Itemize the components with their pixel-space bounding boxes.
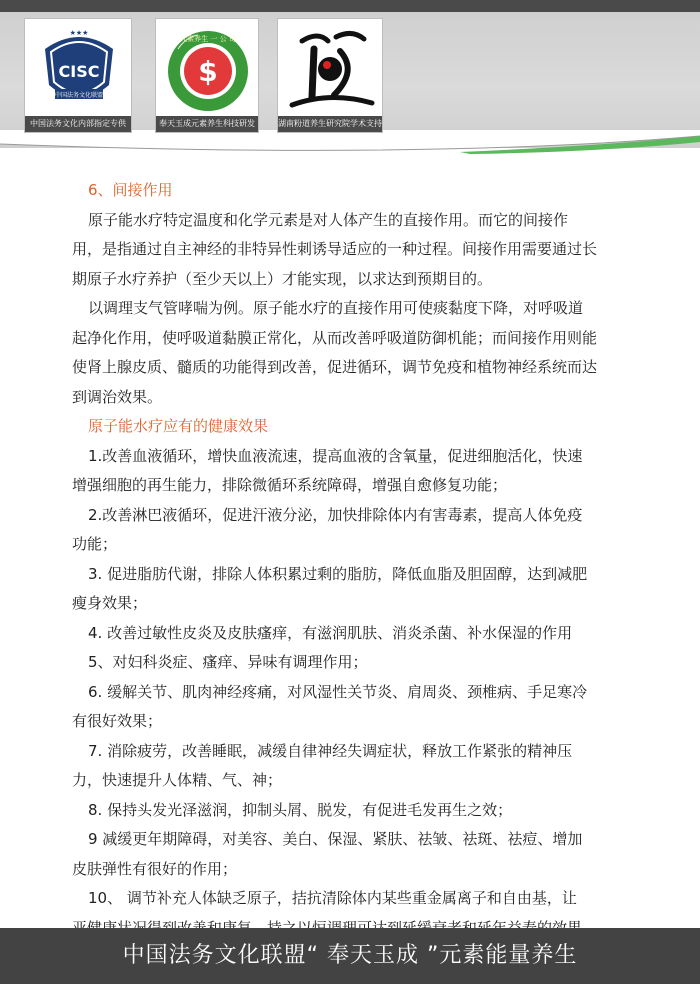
footer-banner: 中国法务文化联盟“ 奉天玉成 ”元素能量养生	[0, 928, 700, 984]
fengtian-logo-caption: 奉天玉成元素养生科技研发	[156, 116, 258, 132]
paragraph-line: 到调治效果。	[72, 387, 163, 406]
cisc-sub-text: 中国法务文化联盟	[54, 92, 104, 99]
list-item-line: 6. 缓解关节、肌肉神经疼痛，对风湿性关节炎、肩周炎、颈椎病、手足寒冷	[88, 682, 588, 701]
cisc-mark-text: CISC	[58, 62, 100, 81]
svg-text:$: $	[198, 55, 218, 88]
header-curve	[0, 130, 700, 160]
list-item	[72, 825, 644, 884]
fengtian-ring-text: 元素养生 一 公 司	[180, 35, 236, 43]
paragraph-line: 原子能水疗特定温度和化学元素是对人体产生的直接作用。而它的间接作	[88, 210, 569, 229]
list-item-line: 5、对妇科炎症、瘙痒、异味有调理作用；	[88, 653, 368, 671]
list-item	[72, 442, 644, 501]
paragraph-line: 期原子水疗养护（至少天以上）才能实现，以求达到预期目的。	[72, 269, 493, 288]
list-item-line: 有很好效果；	[72, 712, 163, 730]
list-item-line: 力，快速提升人体精、气、神；	[72, 771, 283, 789]
paragraph-asthma-example	[72, 294, 644, 412]
list-item-line: 9 减缓更年期障碍，对美容、美白、保湿、紧肤、祛皱、祛斑、祛痘、增加	[88, 830, 583, 848]
daoyi-calligraphy-icon	[278, 19, 384, 118]
list-item-line: 2.改善淋巴液循环，促进汗液分泌，加快排除体内有害毒素，提高人体免疫	[88, 505, 583, 524]
list-item-line: 3. 促进脂肪代谢，排除人体积累过剩的脂肪，降低血脂及胆固醇，达到减肥	[88, 564, 588, 583]
paragraph-indirect-effect	[72, 206, 644, 295]
list-item-line: 4. 改善过敏性皮炎及皮肤瘙痒，有滋润肌肤、消炎杀菌、补水保湿的作用	[88, 623, 573, 642]
list-item	[72, 501, 644, 560]
list-item-line: 7. 消除疲劳，改善睡眠，减缓自律神经失调症状，释放工作紧张的精神压	[88, 741, 573, 760]
list-item-line: 瘦身效果；	[72, 594, 148, 612]
heading-health-effects: 原子能水疗应有的健康效果	[88, 417, 269, 435]
cisc-shield-icon	[25, 19, 133, 118]
paragraph-line: 以调理支气管哮喘为例。原子能水疗的直接作用可使痰黏度下降，对呼吸道	[88, 299, 584, 317]
list-item-line: 1.改善血液循环，增快血液流速，提高血液的含氧量，促进细胞活化，快速	[88, 446, 583, 465]
list-item-line: 功能；	[72, 535, 118, 553]
list-item-line: 增强细胞的再生能力，排除微循环系统障碍，增强自愈修复功能；	[72, 476, 508, 494]
heading-indirect-effect: 6、间接作用	[88, 181, 173, 199]
list-item	[72, 678, 644, 737]
daoyi-logo-card	[277, 18, 383, 133]
health-effects-list	[72, 442, 644, 944]
list-item	[72, 737, 644, 796]
list-item	[72, 648, 644, 678]
list-item-line: 10、 调节补充人体缺乏原子，拮抗清除体内某些重金属离子和自由基，让	[88, 889, 577, 907]
fengtian-logo-card	[155, 18, 259, 133]
paragraph-line: 起净化作用，使呼吸道黏膜正常化，从而改善呼吸道防御机能；而间接作用则能	[72, 328, 598, 347]
paragraph-line: 用，是指通过自主神经的非特异性刺诱导适应的一种过程。间接作用需要通过长	[72, 240, 598, 258]
cisc-logo-card	[24, 18, 132, 133]
svg-text:★★★: ★★★	[69, 29, 89, 37]
list-item-line: 皮肤弹性有很好的作用；	[72, 859, 238, 878]
fengtian-emblem-icon	[156, 19, 260, 118]
list-item-line: 8. 保持头发光泽滋润，抑制头屑、脱发，有促进毛发再生之效；	[88, 800, 513, 819]
list-item	[72, 560, 644, 619]
cisc-logo-caption: 中国法务文化内部指定专供	[25, 116, 131, 132]
daoyi-logo-caption: 湖南粉道养生研究院学术支持	[278, 116, 382, 132]
list-item	[72, 619, 644, 649]
article-body	[72, 176, 644, 943]
list-item	[72, 796, 644, 826]
top-strip	[0, 0, 700, 12]
paragraph-line: 使肾上腺皮质、髓质的功能得到改善，促进循环，调节免疫和植物神经系统而达	[72, 358, 598, 376]
